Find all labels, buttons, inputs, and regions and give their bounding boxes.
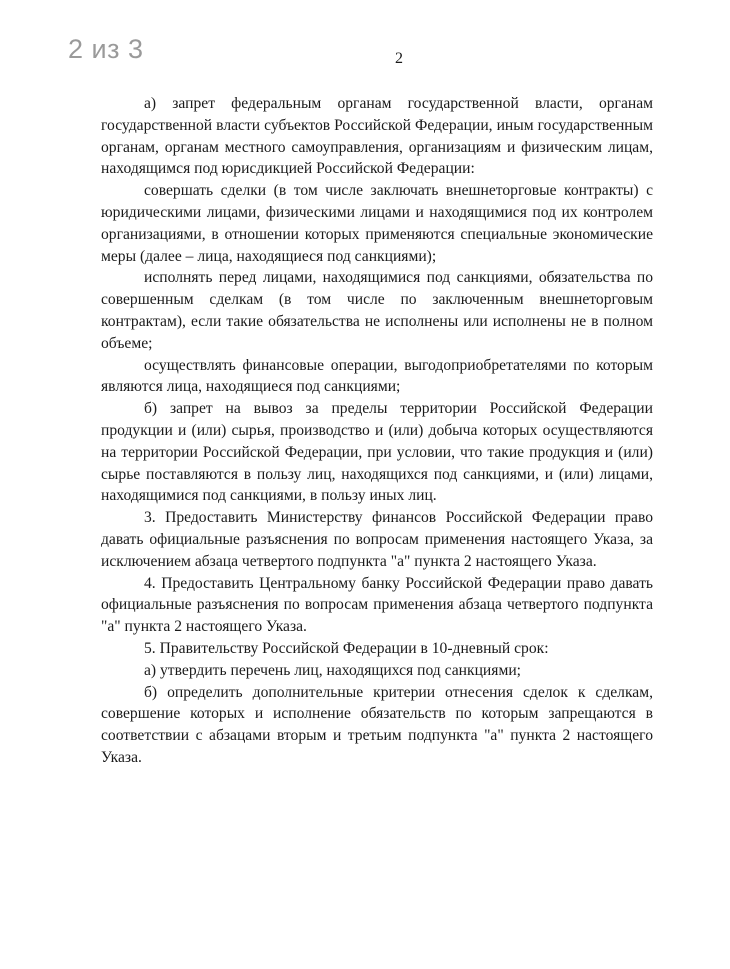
paragraph-5b-criteria: б) определить дополнительные критерии отнесения сделок к сделкам, совершение которых и исполнение обязательств по которым запрещаются в соответствии с абзацами вторым и третьим подпункта "а" пункта 2 настоящего Указа. [101, 683, 653, 766]
paragraph-2a-deals: совершать сделки (в том числе заключать внешнеторговые контракты) с юридическими лицами, физическими лицами и находящимися под их контролем организациями, в отношении которых применяются специальные экономические меры (далее – лица, находящиеся под санкциями); [101, 182, 653, 265]
paragraph-2a-intro: а) запрет федеральным органам государственной власти, органам государственной власти субъектов Российской Федерации, иным государственным органам, органам местного самоуправления, организациям и физическим лицам, находящимся под юрисдикцией Российской Федерации: [101, 95, 653, 178]
page-number: 2 [395, 50, 403, 67]
paragraph-3-minfin: 3. Предоставить Министерству финансов Российской Федерации право давать официальные разъяснения по вопросам применения настоящего Указа, за исключением абзаца четвертого подпункта "а" пункта 2 настоящего Указа. [101, 509, 653, 570]
paragraph-2a-obligations: исполнять перед лицами, находящимися под санкциями, обязательства по совершенным сделкам (в том числе по заключенным внешнеторговым контрактам), если такие обязательства не исполнены или исполнены не в полном объеме; [101, 269, 653, 352]
paragraph-5-government: 5. Правительству Российской Федерации в 10-дневный срок: [144, 639, 549, 657]
paragraph-2a-financial-operations: осуществлять финансовые операции, выгодоприобретателями по которым являются лица, находящиеся под санкциями; [101, 356, 653, 396]
page-indicator: 2 из 3 [68, 34, 144, 64]
document-body [101, 93, 653, 769]
paragraph-5a-list: а) утвердить перечень лиц, находящихся под санкциями; [144, 661, 521, 679]
paragraph-2b-export-ban: б) запрет на вывоз за пределы территории Российской Федерации продукции и (или) сырья, производство и (или) добыча которых осуществляются на территории Российской Федерации, при условии, что такие продукция и (или) сырье поставляются в пользу лиц, находящихся под санкциями, и (или) лицами, находящимися под санкциями, в пользу иных лиц. [101, 400, 653, 505]
paragraph-4-central-bank: 4. Предоставить Центральному банку Российской Федерации право давать официальные разъяснения по вопросам применения абзаца четвертого подпункта "а" пункта 2 настоящего Указа. [101, 574, 653, 636]
